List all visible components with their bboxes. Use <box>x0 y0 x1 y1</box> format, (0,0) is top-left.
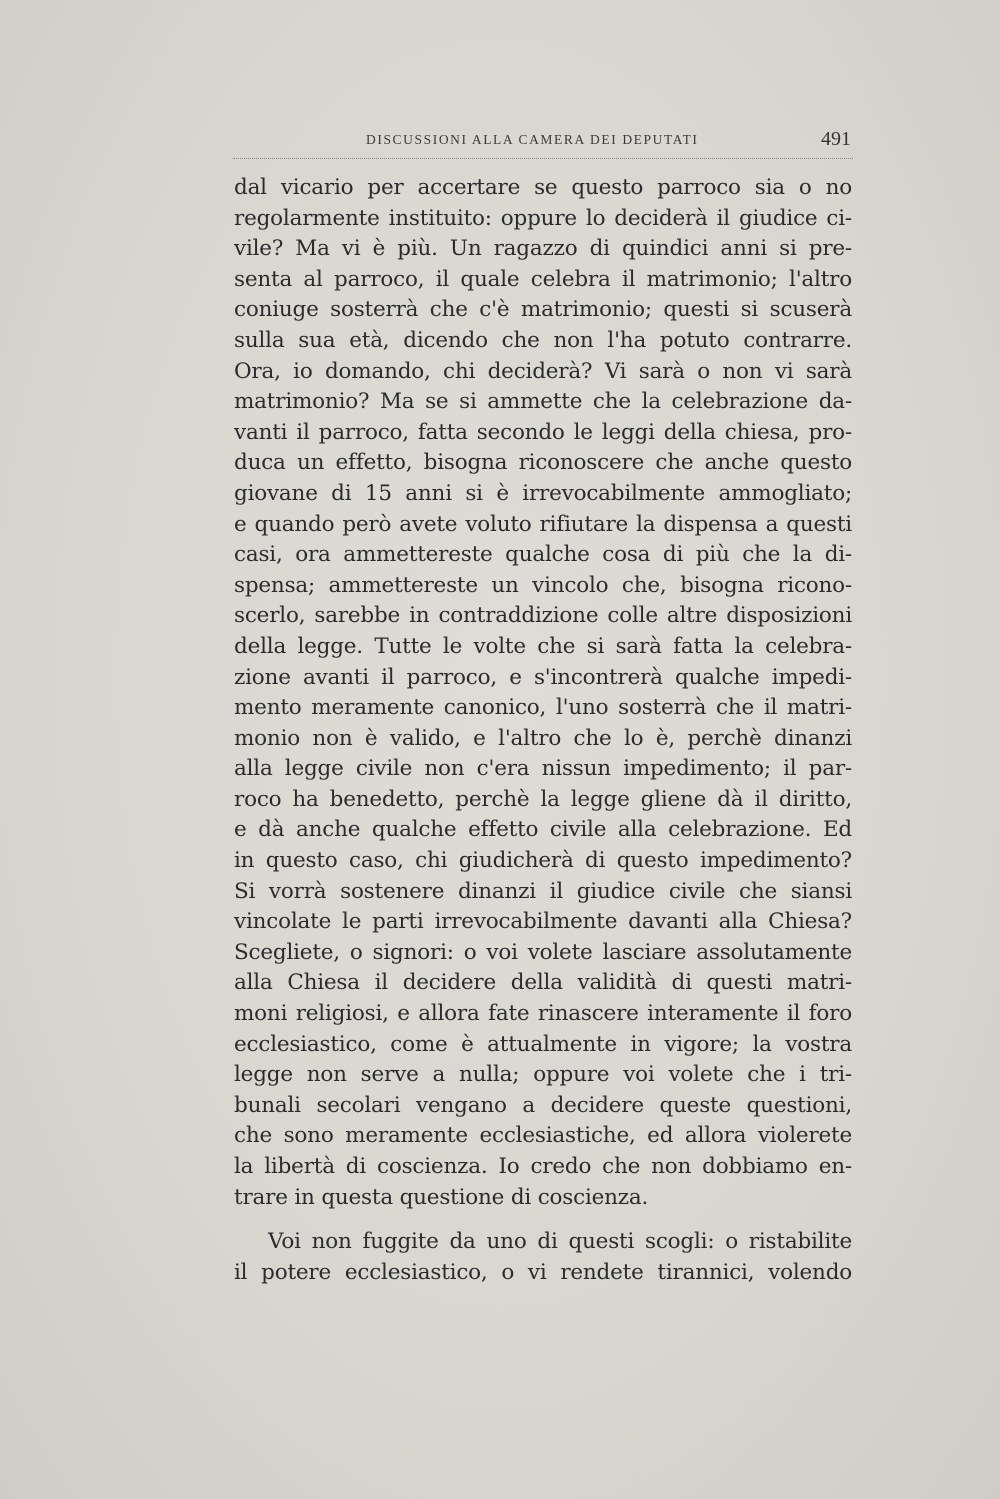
body-text <box>234 173 852 1288</box>
text-line: ecclesiastico, come è attualmente in vigore; la vostra <box>234 1031 852 1057</box>
text-line: senta al parroco, il quale celebra il matrimonio; l'altro <box>234 266 852 292</box>
text-line: monio non è valido, e l'altro che lo è, perchè dinanzi <box>234 725 852 751</box>
text-line: in questo caso, chi giudicherà di questo impedimento? <box>234 848 852 874</box>
text-line: sulla sua età, dicendo che non l'ha potuto contrarre. <box>234 327 852 353</box>
text-line: la libertà di coscienza. Io credo che non dobbiamo en- <box>234 1154 852 1179</box>
paragraph <box>234 1227 852 1288</box>
text-line: vile? Ma vi è più. Un ragazzo di quindici anni si pre- <box>234 236 852 262</box>
paragraph <box>234 173 852 1213</box>
text-line: Ora, io domando, chi deciderà? Vi sarà o non vi sarà <box>234 358 852 384</box>
text-line: trare in questa questione di coscienza. <box>234 1184 649 1210</box>
text-line: vanti il parroco, fatta secondo le leggi della chiesa, pro- <box>234 419 852 445</box>
text-line: il potere ecclesiastico, o vi rendete tirannici, volendo <box>234 1259 852 1285</box>
text-line: coniuge sosterrà che c'è matrimonio; questi si scuserà <box>234 297 852 323</box>
text-line: vincolate le parti irrevocabilmente davanti alla Chiesa? <box>234 909 852 935</box>
text-line: che sono meramente ecclesiastiche, ed allora violerete <box>234 1123 852 1149</box>
text-line: moni religiosi, e allora fate rinascere interamente il foro <box>234 1001 852 1027</box>
text-line: alla legge civile non c'era nissun impedimento; il par- <box>234 756 852 782</box>
text-line: mento meramente canonico, l'uno sosterrà che il matri- <box>234 695 852 721</box>
text-line: zione avanti il parroco, e s'incontrerà qualche impedi- <box>234 664 852 690</box>
text-line: duca un effetto, bisogna riconoscere che anche questo <box>234 450 852 476</box>
text-line: scerlo, sarebbe in contraddizione colle altre disposizioni <box>234 603 852 629</box>
text-line: bunali secolari vengano a decidere queste questioni, <box>234 1092 852 1118</box>
text-line: e quando però avete voluto rifiutare la dispensa a questi <box>234 511 852 537</box>
text-line: dal vicario per accertare se questo parroco sia o no <box>234 175 852 200</box>
text-line: giovane di 15 anni si è irrevocabilmente ammogliato; <box>234 480 852 506</box>
text-line: matrimonio? Ma se si ammette che la celebrazione da- <box>234 389 852 415</box>
text-line: Voi non fuggite da uno di questi scogli: o ristabilite <box>268 1229 852 1255</box>
running-head: DISCUSSIONI ALLA CAMERA DEI DEPUTATI <box>366 132 699 147</box>
text-line: e dà anche qualche effetto civile alla celebrazione. Ed <box>234 817 852 843</box>
page-number: 491 <box>821 128 851 150</box>
text-line: spensa; ammettereste un vincolo che, bisogna ricono- <box>234 572 852 598</box>
text-line: casi, ora ammettereste qualche cosa di più che la di- <box>234 542 852 568</box>
text-line: della legge. Tutte le volte che si sarà fatta la celebra- <box>234 633 852 659</box>
text-line: roco ha benedetto, perchè la legge gliene dà il diritto, <box>234 786 852 812</box>
text-line: Scegliete, o signori: o voi volete lasciare assolutamente <box>234 939 852 965</box>
text-line: alla Chiesa il decidere della validità di questi matri- <box>234 970 852 996</box>
text-line: Si vorrà sostenere dinanzi il giudice civile che siansi <box>234 878 852 904</box>
text-line: legge non serve a nulla; oppure voi volete che i tri- <box>234 1062 852 1088</box>
page-header <box>233 128 853 159</box>
text-line: regolarmente instituito: oppure lo deciderà il giudice ci- <box>234 205 852 231</box>
